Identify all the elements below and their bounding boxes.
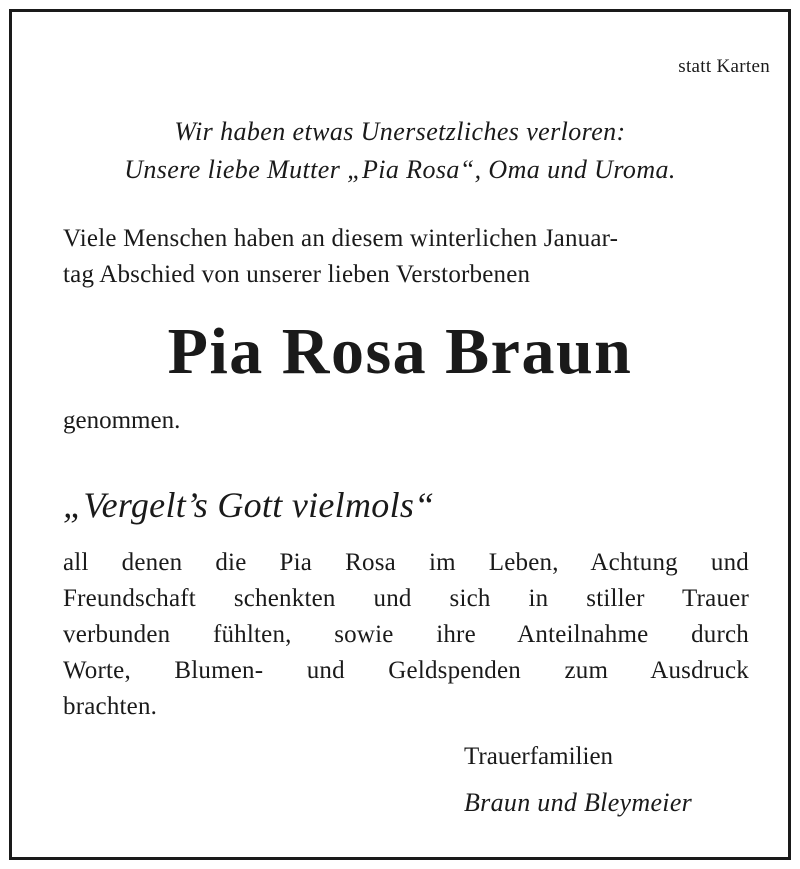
thanks-paragraph <box>63 545 749 725</box>
signature-families: Braun und Bleymeier <box>464 788 693 817</box>
statt-karten-note: statt Karten <box>678 56 770 77</box>
intro-text <box>12 113 788 189</box>
paragraph-line: all denen die Pia Rosa im Leben, Achtung und <box>63 549 749 576</box>
notice-border <box>9 9 791 860</box>
intro-line: Wir haben etwas Unersetzliches verloren: <box>174 117 626 146</box>
announcement-paragraph-end: genommen. <box>63 407 181 434</box>
paragraph-line: Freundschaft schenkten und sich in stiller Trauer <box>63 585 749 612</box>
thanks-quote: „Vergelt’s Gott vielmols“ <box>63 485 435 525</box>
intro-line: Unsere liebe Mutter „Pia Rosa“, Oma und Uroma. <box>124 155 676 184</box>
paragraph-line: verbunden fühlten, sowie ihre Anteilnahme durch <box>63 621 749 648</box>
paragraph-line: Viele Menschen haben an diesem winterlichen Januar- <box>63 225 619 252</box>
paragraph-line: tag Abschied von unserer lieben Verstorbenen <box>63 261 531 288</box>
paragraph-line: brachten. <box>63 693 158 720</box>
obituary-notice <box>12 12 788 857</box>
signature-label: Trauerfamilien <box>464 743 614 770</box>
signature-block <box>464 739 692 821</box>
paragraph-line: Worte, Blumen- und Geldspenden zum Ausdruck <box>63 657 749 684</box>
announcement-paragraph <box>63 221 749 293</box>
deceased-name: Pia Rosa Braun <box>167 315 633 388</box>
